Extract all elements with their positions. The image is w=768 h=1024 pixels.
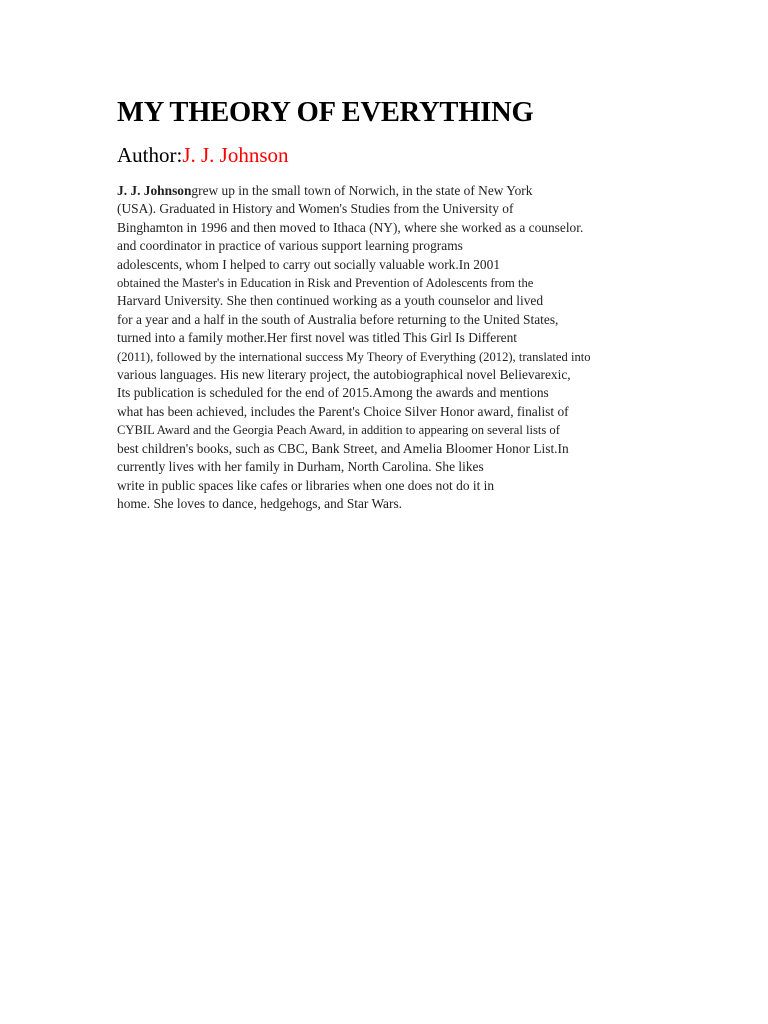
bio-line: obtained the Master's in Education in Risk and Prevention of Adolescents from the [117,276,534,291]
bio-line-text: grew up in the small town of Norwich, in the state of New York [191,183,533,198]
bio-line: Harvard University. She then continued working as a youth counselor and lived [117,293,544,309]
bio-line: Binghamton in 1996 and then moved to Ithaca (NY), where she worked as a counselor. [117,219,584,235]
bio-line [117,182,657,200]
page-title: MY THEORY OF EVERYTHING [117,97,534,128]
bio-line: best children's books, such as CBC, Bank Street, and Amelia Bloomer Honor List.In [117,440,569,456]
bio-line: for a year and a half in the south of Australia before returning to the United States, [117,311,559,327]
bio-author-name: J. J. Johnson [117,183,192,198]
bio-line: adolescents, whom I helped to carry out socially valuable work.In 2001 [117,256,501,272]
document-page [117,96,657,513]
bio-line: and coordinator in practice of various support learning programs [117,238,463,254]
bio-line: turned into a family mother.Her first novel was titled This Girl Is Different [117,330,518,346]
author-name: J. J. Johnson [182,143,289,167]
bio-line: currently lives with her family in Durham, North Carolina. She likes [117,459,484,475]
bio-line: (USA). Graduated in History and Women's Studies from the University of [117,201,514,217]
bio-line: CYBIL Award and the Georgia Peach Award, in addition to appearing on several lists of [117,423,560,438]
bio-line: write in public spaces like cafes or libraries when one does not do it in [117,477,495,493]
author-line [117,142,657,168]
bio-line: what has been achieved, includes the Parent's Choice Silver Honor award, finalist of [117,403,569,419]
author-biography [117,182,657,513]
bio-line: various languages. His new literary project, the autobiographical novel Believarexic, [117,367,571,383]
bio-line: home. She loves to dance, hedgehogs, and Star Wars. [117,495,403,511]
bio-line: (2011), followed by the international success My Theory of Everything (2012), translated into [117,349,591,364]
author-label: Author: [117,143,183,167]
bio-line: Its publication is scheduled for the end of 2015.Among the awards and mentions [117,385,549,401]
